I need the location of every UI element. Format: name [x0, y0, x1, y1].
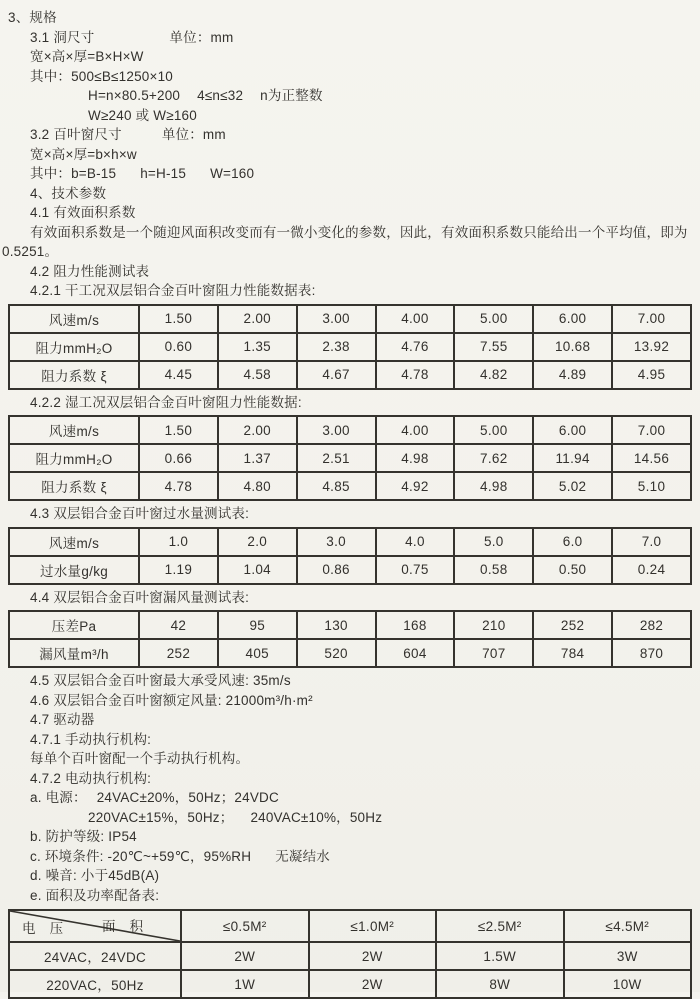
- louver-depth-value: W=160: [210, 166, 255, 181]
- section-3-2-line: [8, 125, 692, 145]
- data-cell: 0.86: [297, 556, 376, 584]
- power-table-header-row: [9, 910, 691, 942]
- data-cell: 210: [454, 611, 533, 639]
- data-cell: 1.19: [139, 556, 218, 584]
- row-header-cell: 阻力mmH₂O: [9, 444, 139, 472]
- data-cell: 3.00: [297, 416, 376, 444]
- table-row: [9, 528, 691, 556]
- power-value-cell: 3W: [564, 942, 692, 970]
- power-supply-value-2: 220VAC±15%，50Hz；: [88, 809, 234, 825]
- data-cell: 4.98: [376, 444, 455, 472]
- data-cell: 7.00: [612, 416, 691, 444]
- electric-actuator-heading: 4.7.2 电动执行机构:: [30, 770, 152, 786]
- table-row: [9, 472, 691, 500]
- power-supply-line-2: [8, 808, 692, 828]
- data-cell: 13.92: [612, 333, 691, 361]
- data-cell: 7.0: [612, 528, 691, 556]
- table-row: [9, 333, 691, 361]
- data-cell: 6.00: [533, 416, 612, 444]
- manual-actuator-heading: 4.7.1 手动执行机构:: [30, 731, 152, 747]
- wet-resistance-table: [8, 415, 692, 501]
- data-cell: 252: [533, 611, 612, 639]
- water-passage-table: [8, 527, 692, 585]
- data-cell: 5.10: [612, 472, 691, 500]
- data-cell: 130: [297, 611, 376, 639]
- hole-n-range: 4≤n≤32: [197, 88, 244, 103]
- power-value-cell: 2W: [309, 942, 437, 970]
- data-cell: 2.0: [218, 528, 297, 556]
- data-cell: 168: [376, 611, 455, 639]
- data-cell: 1.50: [139, 305, 218, 333]
- area-column-header: ≤2.5M²: [436, 910, 564, 942]
- data-cell: 11.94: [533, 444, 612, 472]
- table-row: [9, 444, 691, 472]
- rated-airflow-line: 4.6 双层铝合金百叶窗额定风量: 21000m³/h·m²: [30, 692, 313, 708]
- table-row: [9, 416, 691, 444]
- data-cell: 4.78: [139, 472, 218, 500]
- data-cell: 4.92: [376, 472, 455, 500]
- data-cell: 282: [612, 611, 691, 639]
- dry-resistance-table: [8, 304, 692, 390]
- diagonal-header-cell: [9, 910, 181, 942]
- power-table-row: [9, 970, 691, 998]
- hole-size-formula: 宽×高×厚=B×H×W: [30, 49, 144, 64]
- row-header-cell: 风速m/s: [9, 305, 139, 333]
- data-cell: 4.85: [297, 472, 376, 500]
- voltage-corner-label: 电 压: [22, 921, 64, 936]
- area-corner-label: 面 积: [102, 919, 144, 934]
- section-3-2-unit: 单位：mm: [161, 127, 226, 142]
- section-3-1-line: [8, 28, 692, 48]
- power-config-caption: e. 面积及功率配备表:: [30, 887, 160, 903]
- data-cell: 1.0: [139, 528, 218, 556]
- data-cell: 252: [139, 639, 218, 667]
- environment-line: [8, 847, 692, 867]
- data-cell: 6.00: [533, 305, 612, 333]
- row-header-cell: 风速m/s: [9, 416, 139, 444]
- section-3-1-unit: 单位：mm: [169, 29, 234, 45]
- wet-table-caption: 4.2.2 湿工况双层铝合金百叶窗阻力性能数据:: [30, 394, 302, 410]
- power-value-cell: 2W: [181, 942, 309, 970]
- area-column-header: ≤4.5M²: [564, 910, 692, 942]
- power-supply-label: a. 电源：: [30, 790, 87, 805]
- power-table-row: [9, 942, 691, 970]
- data-cell: 0.58: [454, 556, 533, 584]
- no-condensation-note: 无凝结水: [275, 848, 331, 864]
- data-cell: 14.56: [612, 444, 691, 472]
- power-value-cell: 2W: [309, 970, 437, 998]
- manual-actuator-text: 每单个百叶窗配一个手动执行机构。: [30, 751, 250, 766]
- louver-size-condition-line: [8, 164, 692, 184]
- power-value-cell: 10W: [564, 970, 692, 998]
- data-cell: 4.95: [612, 361, 691, 389]
- data-cell: 5.00: [454, 416, 533, 444]
- table-row: [9, 305, 691, 333]
- water-table-caption: 4.3 双层铝合金百叶窗过水量测试表:: [30, 506, 250, 521]
- voltage-row-header: 220VAC，50Hz: [9, 970, 181, 998]
- data-cell: 0.24: [612, 556, 691, 584]
- data-cell: 4.45: [139, 361, 218, 389]
- row-header-cell: 漏风量m³/h: [9, 639, 139, 667]
- row-header-cell: 风速m/s: [9, 528, 139, 556]
- section-3-2-label: 3.2 百叶窗尺寸: [30, 127, 122, 142]
- power-value-cell: 1.5W: [436, 942, 564, 970]
- hole-depth-condition: W≥240 或 W≥160: [88, 107, 197, 123]
- table-row: [9, 639, 691, 667]
- table-row: [9, 361, 691, 389]
- data-cell: 784: [533, 639, 612, 667]
- data-cell: 3.0: [297, 528, 376, 556]
- data-cell: 0.66: [139, 444, 218, 472]
- data-cell: 5.00: [454, 305, 533, 333]
- voltage-row-header: 24VAC，24VDC: [9, 942, 181, 970]
- data-cell: 4.82: [454, 361, 533, 389]
- section-3-heading: 3、规格: [8, 10, 57, 25]
- table-row: [9, 611, 691, 639]
- data-cell: 1.37: [218, 444, 297, 472]
- data-cell: 4.67: [297, 361, 376, 389]
- data-cell: 604: [376, 639, 455, 667]
- row-header-cell: 过水量g/kg: [9, 556, 139, 584]
- hole-height-formula-line: [8, 86, 692, 106]
- row-header-cell: 阻力系数 ξ: [9, 361, 139, 389]
- data-cell: 2.38: [297, 333, 376, 361]
- max-wind-speed-line: 4.5 双层铝合金百叶窗最大承受风速: 35m/s: [30, 673, 291, 688]
- data-cell: 520: [297, 639, 376, 667]
- data-cell: 7.62: [454, 444, 533, 472]
- section-4-heading: 4、技术参数: [30, 185, 107, 201]
- louver-width-formula: 其中：b=B-15: [30, 166, 117, 181]
- air-leakage-table: [8, 610, 692, 668]
- protection-rating-line: b. 防护等级: IP54: [30, 829, 137, 844]
- data-cell: 2.00: [218, 305, 297, 333]
- data-cell: 4.0: [376, 528, 455, 556]
- data-cell: 6.0: [533, 528, 612, 556]
- data-cell: 4.00: [376, 416, 455, 444]
- data-cell: 2.00: [218, 416, 297, 444]
- row-header-cell: 阻力mmH₂O: [9, 333, 139, 361]
- data-cell: 0.60: [139, 333, 218, 361]
- power-config-table: [8, 909, 692, 999]
- data-cell: 4.80: [218, 472, 297, 500]
- data-cell: 0.50: [533, 556, 612, 584]
- power-value-cell: 8W: [436, 970, 564, 998]
- actuator-heading: 4.7 驱动器: [30, 712, 95, 727]
- area-column-header: ≤1.0M²: [309, 910, 437, 942]
- data-cell: 4.76: [376, 333, 455, 361]
- data-cell: 4.98: [454, 472, 533, 500]
- data-cell: 10.68: [533, 333, 612, 361]
- data-cell: 95: [218, 611, 297, 639]
- hole-height-formula: H=n×80.5+200: [88, 88, 181, 103]
- data-cell: 7.00: [612, 305, 691, 333]
- data-cell: 4.89: [533, 361, 612, 389]
- dry-table-caption: 4.2.1 干工况双层铝合金百叶窗阻力性能数据表:: [30, 283, 316, 298]
- louver-size-formula: 宽×高×厚=b×h×w: [30, 146, 137, 162]
- data-cell: 1.50: [139, 416, 218, 444]
- section-3-1-label: 3.1 洞尺寸: [30, 29, 95, 45]
- louver-height-formula: h=H-15: [140, 166, 187, 181]
- data-cell: 405: [218, 639, 297, 667]
- data-cell: 7.55: [454, 333, 533, 361]
- data-cell: 1.35: [218, 333, 297, 361]
- power-supply-value-1: 24VAC±20%，50Hz；24VDC: [96, 790, 279, 805]
- data-cell: 42: [139, 611, 218, 639]
- effective-area-value: 0.5251。: [2, 244, 59, 259]
- data-cell: 2.51: [297, 444, 376, 472]
- leak-table-caption: 4.4 双层铝合金百叶窗漏风量测试表:: [30, 589, 250, 605]
- section-4-1-heading: 4.1 有效面积系数: [30, 205, 136, 220]
- noise-line: d. 噪音: 小于45dB(A): [30, 868, 160, 883]
- data-cell: 5.02: [533, 472, 612, 500]
- row-header-cell: 压差Pa: [9, 611, 139, 639]
- table-row: [9, 556, 691, 584]
- data-cell: 5.0: [454, 528, 533, 556]
- data-cell: 3.00: [297, 305, 376, 333]
- effective-area-paragraph: 有效面积系数是一个随迎风面积改变而有一微小变化的参数，因此，有效面积系数只能给出一个平均值，即为: [30, 224, 688, 240]
- environment-conditions: c. 环境条件: -20℃~+59℃，95%RH: [30, 848, 252, 864]
- row-header-cell: 阻力系数 ξ: [9, 472, 139, 500]
- section-4-2-heading: 4.2 阻力性能测试表: [30, 263, 150, 279]
- data-cell: 4.00: [376, 305, 455, 333]
- data-cell: 0.75: [376, 556, 455, 584]
- data-cell: 870: [612, 639, 691, 667]
- hole-n-note: n为正整数: [260, 88, 323, 103]
- power-value-cell: 1W: [181, 970, 309, 998]
- data-cell: 4.78: [376, 361, 455, 389]
- area-column-header: ≤0.5M²: [181, 910, 309, 942]
- data-cell: 4.58: [218, 361, 297, 389]
- data-cell: 707: [454, 639, 533, 667]
- hole-size-condition: 其中：500≤B≤1250×10: [30, 68, 173, 84]
- data-cell: 1.04: [218, 556, 297, 584]
- power-supply-line-1: [8, 788, 692, 808]
- power-supply-value-3: 240VAC±10%，50Hz: [250, 809, 383, 825]
